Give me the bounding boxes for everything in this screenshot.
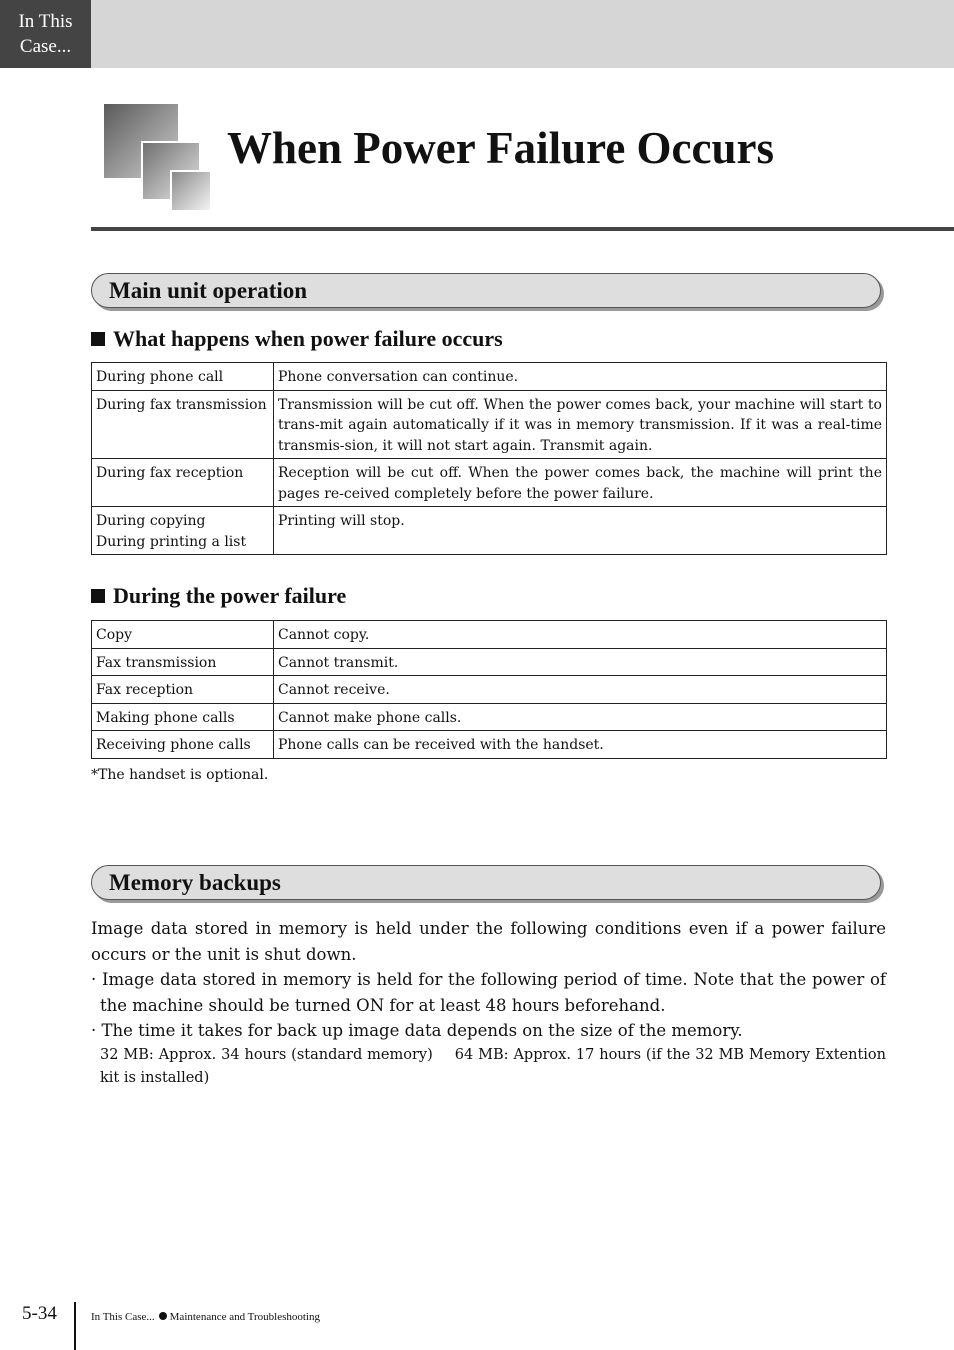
- memory-backup-text: [91, 916, 886, 1090]
- subheading-what-happens: What happens when power failure occurs: [91, 325, 503, 353]
- memory-bullet-2: · The time it takes for back up image data depends on the size of the memory.: [91, 1021, 743, 1040]
- section-main-unit-operation: Main unit operation: [91, 273, 881, 308]
- page-title: When Power Failure Occurs: [227, 123, 775, 173]
- condition-text: During fax transmission: [96, 396, 267, 413]
- title-divider: [91, 227, 954, 231]
- function-cell: Fax transmission: [92, 648, 274, 676]
- chapter-tab-line2: Case...: [19, 36, 72, 57]
- condition-text: During printing a list: [96, 533, 247, 550]
- table-row: [92, 507, 887, 555]
- table-row: [92, 676, 887, 704]
- result-cell: Transmission will be cut off. When the power comes back, your machine will start to trans-mit again automatically if it was in memory transmission. If it was a real-time transmis-sion, it will not start again. Transmit again.: [274, 390, 887, 459]
- handset-note: *The handset is optional.: [91, 767, 269, 783]
- condition-text: During copying: [96, 513, 206, 529]
- what-happens-table: [91, 362, 887, 555]
- decorative-squares-icon: [104, 104, 214, 214]
- memory-detail-32mb: 32 MB: Approx. 34 hours (standard memory): [100, 1046, 433, 1063]
- table-row: [92, 621, 887, 649]
- chapter-tab[interactable]: [0, 0, 91, 68]
- subheading-during-failure: During the power failure: [91, 582, 346, 610]
- memory-intro: Image data stored in memory is held under the following conditions even if a power failure occurs or the unit is shut down.: [91, 919, 886, 964]
- header-band: [0, 0, 954, 68]
- footer-crumb-2: Maintenance and Troubleshooting: [169, 1311, 320, 1323]
- page-number: 5-34: [22, 1303, 57, 1324]
- result-cell: Reception will be cut off. When the power comes back, the machine will print the pages re-ceived completely before the power failure.: [274, 459, 887, 507]
- result-cell: Cannot copy.: [274, 621, 887, 649]
- condition-text: During phone call: [96, 369, 224, 385]
- footer-crumb-1: In This Case...: [91, 1311, 155, 1323]
- condition-text: During fax reception: [96, 465, 244, 481]
- function-cell: Fax reception: [92, 676, 274, 704]
- square-bullet-icon: [91, 332, 105, 346]
- condition-cell: [92, 507, 274, 555]
- footer-divider: [74, 1302, 76, 1350]
- condition-cell: [92, 390, 274, 459]
- table-row: [92, 459, 887, 507]
- result-cell: Phone calls can be received with the handset.: [274, 731, 887, 759]
- result-cell: Cannot transmit.: [274, 648, 887, 676]
- function-cell: Receiving phone calls: [92, 731, 274, 759]
- result-cell: Phone conversation can continue.: [274, 363, 887, 391]
- square-bullet-icon: [91, 589, 105, 603]
- section-memory-backups: Memory backups: [91, 865, 881, 900]
- table-row: [92, 731, 887, 759]
- result-cell: Cannot receive.: [274, 676, 887, 704]
- table-row: [92, 390, 887, 459]
- memory-bullet-1: · Image data stored in memory is held for the following period of time. Note that the power of the machine should be turned ON for at least 48 hours beforehand.: [91, 970, 886, 1015]
- bullet-dot-icon: [159, 1312, 167, 1320]
- condition-cell: [92, 363, 274, 391]
- footer-breadcrumb: [91, 1310, 320, 1324]
- table-row: [92, 363, 887, 391]
- memory-detail: [91, 1044, 886, 1090]
- result-cell: Printing will stop.: [274, 507, 887, 555]
- condition-cell: [92, 459, 274, 507]
- chapter-tab-line1: In This: [18, 11, 73, 32]
- function-cell: Copy: [92, 621, 274, 649]
- function-cell: Making phone calls: [92, 703, 274, 731]
- memory-detail-64mb: 64 MB: Approx. 17 hours (if the 32 MB Memory Extention kit is installed): [100, 1046, 886, 1086]
- during-failure-table: [91, 620, 887, 759]
- table-row: [92, 703, 887, 731]
- table-row: [92, 648, 887, 676]
- result-cell: Cannot make phone calls.: [274, 703, 887, 731]
